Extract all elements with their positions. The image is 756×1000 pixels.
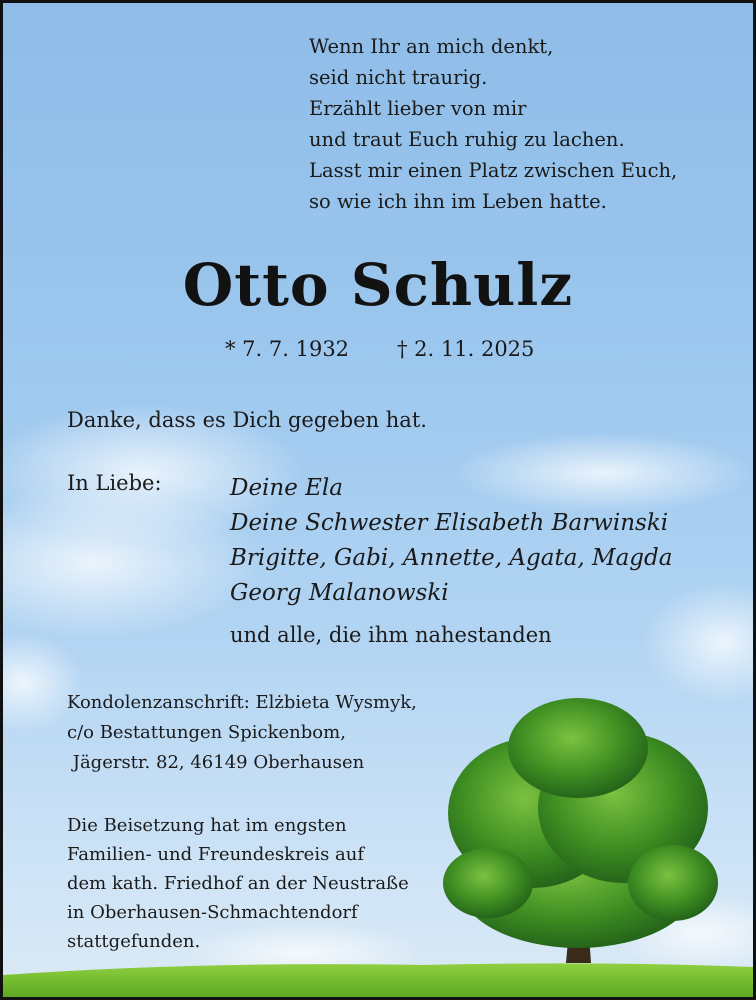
- poem-line: so wie ich ihn im Leben hatte.: [309, 190, 607, 213]
- burial-line: dem kath. Friedhof an der Neustraße: [67, 873, 409, 894]
- poem-line: Lasst mir einen Platz zwischen Euch,: [309, 159, 678, 182]
- death-date: † 2. 11. 2025: [397, 337, 535, 361]
- mourners-label: In Liebe:: [67, 471, 162, 495]
- poem-line: Wenn Ihr an mich denkt,: [309, 35, 554, 58]
- deceased-name: Otto Schulz: [182, 251, 574, 319]
- burial-line: stattgefunden.: [67, 931, 201, 952]
- condolence-address: [67, 688, 417, 778]
- mourner-name: Georg Malanowski: [230, 580, 449, 606]
- address-line: Jägerstr. 82, 46149 Oberhausen: [67, 752, 365, 773]
- burial-line: Familien- und Freundeskreis auf: [67, 844, 365, 865]
- poem-line: seid nicht traurig.: [309, 66, 488, 89]
- address-line: Kondolenzanschrift: Elżbieta Wysmyk,: [67, 692, 417, 713]
- others-line: und alle, die ihm nahestanden: [230, 623, 552, 647]
- poem-line: Erzählt lieber von mir: [309, 97, 527, 120]
- poem: [309, 31, 677, 217]
- meadow: [3, 963, 753, 997]
- mourners-list: [230, 471, 672, 611]
- burial-line: in Oberhausen-Schmachtendorf: [67, 902, 358, 923]
- birth-date: * 7. 7. 1932: [225, 337, 350, 361]
- poem-line: und traut Euch ruhig zu lachen.: [309, 128, 625, 151]
- burial-notice: [67, 811, 409, 956]
- address-line: c/o Bestattungen Spickenbom,: [67, 722, 346, 743]
- burial-line: Die Beisetzung hat im engsten: [67, 815, 347, 836]
- mourner-name: Deine Schwester Elisabeth Barwinski: [230, 510, 669, 536]
- thanks-line: Danke, dass es Dich gegeben hat.: [67, 408, 427, 432]
- mourner-name: Deine Ela: [230, 475, 344, 501]
- mourner-name: Brigitte, Gabi, Annette, Agata, Magda: [230, 545, 673, 571]
